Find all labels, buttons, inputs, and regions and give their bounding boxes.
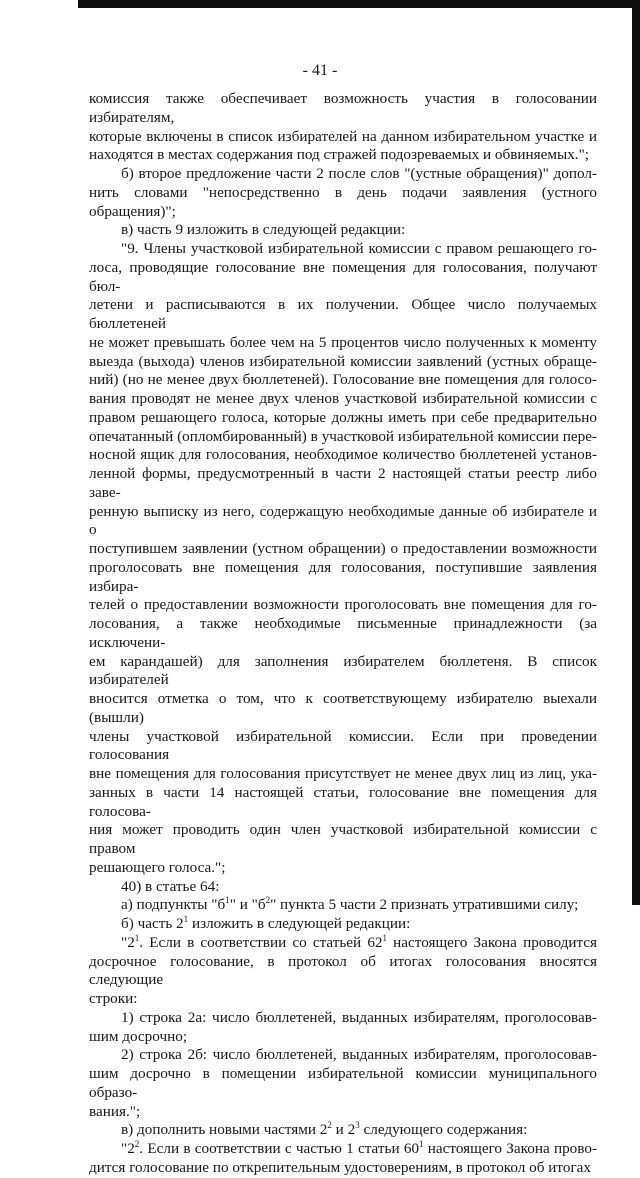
text-line: ем карандашей) для заполнения избирателем бюллетеня. В список избирателей <box>89 652 597 689</box>
text-line: носной ящик для голосования, необходимое количество бюллетеней установ- <box>89 446 597 464</box>
text-line: шим досрочно; <box>89 1027 188 1045</box>
text-line: поступившем заявлении (устном обращении) о предоставлении возможности <box>89 540 597 557</box>
text-line: лоса, проводящие голосование вне помещения для голосования, получают бюл- <box>89 258 597 295</box>
text-line: ний) (но не менее двух бюллетеней). Голосование вне помещения для голосо- <box>89 371 597 389</box>
text-line: в) дополнить новыми частями $2^2$ и $2^3$ следующего содержания: <box>121 1120 528 1139</box>
text-line: 40) в статье 64: <box>121 877 220 895</box>
text-line: ленной формы, предусмотренный в части 2 настоящей статьи реестр либо заве- <box>89 465 597 501</box>
text-line: ния может проводить один член участковой избирательной комиссии с правом <box>89 821 597 857</box>
text-line: вне помещения для голосования присутствует не менее двух лиц из лиц, ука- <box>89 765 597 782</box>
text-line: в) часть 9 изложить в следующей редакции: <box>121 221 406 239</box>
text-line: строки: <box>89 990 138 1007</box>
text-line: нить словами "непосредственно в день подачи заявления (устного обращения)"; <box>89 183 597 220</box>
scan-edge-right <box>632 0 640 905</box>
text-line: лосования, а также необходимые письменные принадлежности (за исключени- <box>89 615 597 651</box>
text-line: не может превышать более чем на 5 процентов число полученных к моменту <box>89 333 597 351</box>
text-line: вносится отметка о том, что к соответствующему избирателю выехали (вышли) <box>89 690 597 726</box>
text-line: 1) строка 2а: число бюллетеней, выданных избирателям, проголосовав- <box>121 1008 597 1026</box>
text-line: 2) строка 2б: число бюллетеней, выданных избирателям, проголосовав- <box>121 1046 597 1064</box>
text-line: опечатанный (опломбированный) в участковой избирательной комиссии пере- <box>89 427 597 445</box>
text-line: комиссия также обеспечивает возможность участия в голосовании избирателям, <box>89 90 597 126</box>
text-line: вания."; <box>89 1102 141 1120</box>
text-line: досрочное голосование, в протокол об итогах голосования вносятся следующие <box>89 952 597 989</box>
text-line: "$2^2$. Если в соответствии с частью 1 статьи $60^1$ настоящего Закона прово- <box>121 1139 597 1157</box>
text-line: вания проводят не менее двух членов участковой избирательной комиссии с <box>89 390 597 407</box>
text-line: "9. Члены участковой избирательной комиссии с правом решающего го- <box>121 240 597 257</box>
document-body <box>89 90 597 1178</box>
text-line: дится голосование по открепительным удостоверениям, в протокол об итогах <box>89 1158 592 1176</box>
text-line: проголосовать вне помещения для голосования, поступившие заявления избира- <box>89 558 597 595</box>
text-line: б) второе предложение части 2 после слов "(устные обращения)" допол- <box>121 165 597 182</box>
page-number: - 41 - <box>302 62 338 79</box>
scan-edge-top <box>78 0 640 8</box>
text-line: ренную выписку из него, содержащую необходимые данные об избирателе и о <box>89 502 597 539</box>
text-line: шим досрочно в помещении избирательной комиссии муниципального образо- <box>89 1065 597 1101</box>
text-line: занных в части 14 настоящей статьи, голосование вне помещения для голосова- <box>89 783 597 820</box>
text-line: члены участковой избирательной комиссии. Если при проведении голосования <box>89 727 597 764</box>
text-line: правом решающего голоса, которые должны иметь при себе предварительно <box>89 408 597 426</box>
text-line: а) подпункты "$б^1$" и "$б^2$" пункта 5 части 2 признать утратившими силу; <box>121 895 579 914</box>
text-line: "$2^1$. Если в соответствии со статьей $62^1$ настоящего Закона проводится <box>121 932 598 951</box>
text-line: находятся в местах содержания под стражей подозреваемых и обвиняемых."; <box>89 146 590 164</box>
text-line: телей о предоставлении возможности проголосовать вне помещения для го- <box>89 596 597 614</box>
text-line: которые включены в список избирателей на данном избирательном участке и <box>89 127 597 145</box>
text-line: выезда (выхода) членов избирательной комиссии заявлений (устных обраще- <box>89 352 597 370</box>
text-line: б) часть $2^1$ изложить в следующей редакции: <box>121 914 411 932</box>
text-line: летени и расписываются в их получении. Общее число получаемых бюллетеней <box>89 296 597 332</box>
text-line: решающего голоса."; <box>89 858 226 876</box>
